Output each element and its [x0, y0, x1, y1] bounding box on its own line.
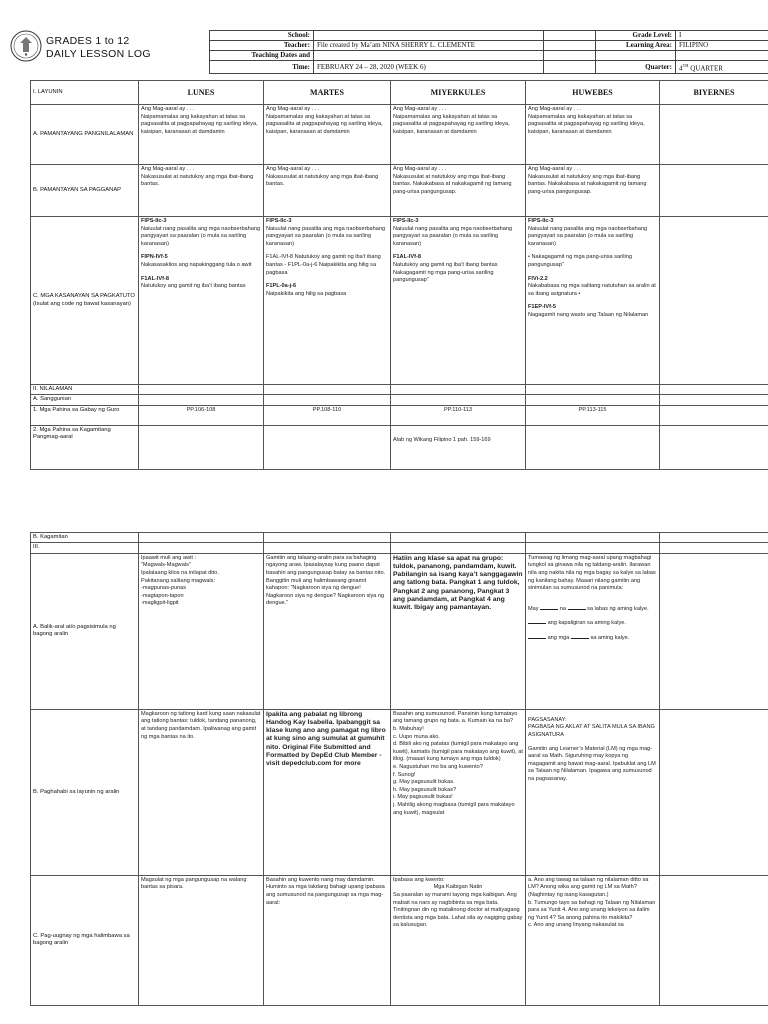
- cell-bc-mon: Magsulat ng mga pangungusap na walang bantas sa pisara.: [139, 875, 264, 1005]
- row-pamantayan-sa-pagganap: [31, 165, 768, 217]
- row-kagamitan: [31, 533, 768, 543]
- cell-bb-tue: Ipakita ang pabalat ng librong Handog Kay Isabella. Ipabanggit sa klase kung ano ang pamagat ng libro at kung sino ang sumulat at gumuhit nito. Original File Submitted and Formatted by DepEd Club Member - visit depedclub.com for more: [264, 709, 391, 875]
- cell-b-wed: Ang Mag-aaral ay . . . Nakasusulat at natutukoy ang mga ibat-ibang bantas. Nakakabasa at nakakagamit ng tamang pang-urisa pangungusap.: [391, 165, 526, 217]
- cell-ba-thu: Tumawag ng limang mag-aaral upang magbahagi tungkol sa ginawa nila ng taldang-aralin. Ilarawan nila ang nakita nila ng mga bagay sa kalye sa labas ng kanilang bahay. Maaari nilang gamitin ang sinimulan sa sumusunod na panimula: May na sa labas ng aming kalye. ang kapaligiran sa aming kalye. ang mga sa aming kalye.: [526, 553, 660, 709]
- cell-pages-wed: PP.110-113: [391, 405, 526, 425]
- cell-c-thu: FIPS-IIc-3 Naiuulat nang pasalita ang mga naobserbahang pangyayari sa paaralan (o mula sa sariling karanasan) • Nakagagamit ng mga pang-urisa sariling pangungusap” FIVi-2.2 Nakababasa ng mga salitang natutuhan sa aralin at sa ibang asignatura • F1EP-IVf-5 Nagagamit nang wasto ang Talaan ng Nilalaman: [526, 217, 660, 385]
- cell-pages-tue: PP.108-110: [264, 405, 391, 425]
- doc-title-grades: GRADES 1 to 12: [46, 35, 130, 47]
- cell-c-mon: FIPS-IIc-3 Naiuulat nang pasalita ang mga naobserbahang pangyayari sa paaralan (o mula sa sariling karanasan) FIPN-IVf-5 Nakasasakilos ang napakinggang tula o awit F1AL-IVf-8 Natutukoy ang gamit ng iba’t ibang bantas: [139, 217, 264, 385]
- row-sanggunian: [31, 395, 768, 405]
- label-iii: III.: [31, 543, 139, 553]
- teacher-label: Teacher:: [210, 41, 314, 51]
- grade-label: Grade Level:: [596, 31, 676, 41]
- day-miyerkules: MIYERKULES: [391, 81, 526, 105]
- school-value: [314, 31, 544, 41]
- section-layunin: I. LAYUNIN: [31, 81, 139, 105]
- cell-ba-wed: Hatiin ang klase sa apat na grupo: tuldok, pananong, pandamdam, kuwit. Pabilangin sa isang kaya’t sanggagawin ang tatlong bata. Pangkat 1 ang tuldok, Pangkat 2 ang pananong, Pangkat 3 ang pandamdam, at Pangkat 4 ang kuwit. Ibigay ang pamantayan.: [391, 553, 526, 709]
- cell-b-thu: Ang Mag-aaral ay . . . Nakasusulat at natutukoy ang mga ibat-ibang bantas. Nakakabasa at nakakagamit ng tamang pang-urisa pangungusap.: [526, 165, 660, 217]
- label-sanggunian: A. Sanggunian: [31, 395, 139, 405]
- dates-value: FEBRUARY 24 – 28, 2020 (WEEK 6): [314, 61, 544, 74]
- teacher-value: File created by Ma’am NINA SHERRY L. CLEMENTE: [314, 41, 544, 51]
- quarter-label: Quarter:: [596, 61, 676, 74]
- label-paghahabi: B. Paghahabi sa layunin ng aralin: [31, 709, 139, 875]
- layunin-table: [30, 80, 768, 470]
- day-biyernes: BIYERNES: [660, 81, 768, 105]
- dates-label-1: Teaching Dates and: [210, 51, 314, 61]
- cell-ba-mon: Ipaawit muli ang awit : “Magwals-Magwals” Ipalalaang kilos na inilapat dito. Pakitanang salitang magwals: -magpunas-punas -magtapon-tapon -magligpit-ligpit: [139, 553, 264, 709]
- cell-c-wed: FIPS-IIc-3 Naiuulat nang pasalita ang mga naobserbahang pangyayari sa paaralan (o mula sa sariling karanasan) F1AL-IVf-8 Natutukoy ang gamit ng iba’t ibang bantas Nakagagamit ng mga pang-urisa sariling pangungusap”: [391, 217, 526, 385]
- cell-b-tue: Ang Mag-aaral ay . . . Nakasusulat at natutukoy ang mga ibat-ibang bantas.: [264, 165, 391, 217]
- day-lunes: LUNES: [139, 81, 264, 105]
- label-nilalaman: II. NILALAMAN: [31, 385, 139, 395]
- row-balik-aral: [31, 553, 768, 709]
- row-nilalaman: [31, 385, 768, 395]
- cell-b-fri: [660, 165, 768, 217]
- row-kagamitang-pangmag-aaral: [31, 425, 768, 469]
- label-pag-uugnay: C. Pag-uugnay ng mga halimbawa sa bagong aralin: [31, 875, 139, 1005]
- school-label: School:: [210, 31, 314, 41]
- pamamaraan-table: [30, 532, 768, 1006]
- cell-a-tue: Ang Mag-aaral ay . . . Naipamamalas ang kakayahan at tatas sa pagsasalita at pagpapahayag ng sariling ideya, kaisipan, karanasan at damdamin: [264, 105, 391, 165]
- row-kasanayan: [31, 217, 768, 385]
- label-kasanayan: C. MGA KASANAYAN SA PAGKATUTO (Isulat ang code ng bawat kasanayan): [31, 217, 139, 385]
- area-value: FILIPINO: [676, 41, 768, 51]
- cell-bc-thu: a. Ano ang tawag sa talaan ng nilalaman ditto sa LM? Anong wika ang gamit ng LM sa Math? (Naghintay ng isang kasagutan.) b. Tumungo tayo sa bahagi ng Talaan ng Nilalaman para sa Yunit 4. Ano ang unang leksiyon sa ilalim ng Yunit 4? Sa anong pahina ito makikita? c. Ano ang unang linyang nakasulat sa: [526, 875, 660, 1005]
- quarter-value: 4TH QUARTER: [676, 61, 768, 74]
- header-info-table: [209, 30, 768, 74]
- area-label: Learning Area:: [596, 41, 676, 51]
- doc-title-dll: DAILY LESSON LOG: [46, 48, 151, 60]
- day-martes: MARTES: [264, 81, 391, 105]
- row-pag-uugnay: [31, 875, 768, 1005]
- cell-a-mon: Ang Mag-aaral ay . . . Naipamamalas ang kakayahan at tatas sa pagsasalita at pagpapahayag ng sariling ideya, kaisipan, karanasan at damdamin: [139, 105, 264, 165]
- row-pamantayang-pangnilalaman: [31, 105, 768, 165]
- row-gabay-ng-guro: [31, 405, 768, 425]
- cell-bc-wed: Ipabasa ang kwento: Mga Kaibigan Natin Sa paaralan ay marami tayong mga kaibigan. Ang mabait na nars ay nagbibinta sa mga bata. Tinitingnan din ng matalinong doctor at matiyagang dentista ang mga bata. Lahat sila ay nagiging gabay sa kalusugan.: [391, 875, 526, 1005]
- label-balik-aral: A. Balik-aral at/o pagsisimula ng bagong aralin: [31, 553, 139, 709]
- cell-b-mon: Ang Mag-aaral ay . . . Nakasusulat at natutukoy ang mga ibat-ibang bantas.: [139, 165, 264, 217]
- day-header-row: [31, 81, 768, 105]
- cell-lm-wed: Alab ng Wikang Filipino 1 pah. 159-169: [391, 425, 526, 469]
- cell-bb-mon: Magkaroon ng tatlong kard kung saan nakasulat ang tatlong bantas: tuldok, tandang pananong, at tandang pandamdam. Ipaliwanag ang gamit ng mga bantas na ito.: [139, 709, 264, 875]
- row-paghahabi: [31, 709, 768, 875]
- cell-bb-thu: PAGSASANAY: PAGBASA NG AKLAT AT SALITA MULA SA IBANG ASIGNATURA Gamitin ang Learner’s Material (LM) ng mga mag-aaral sa Math. Siguruhing may kopya ng magagamit ang bawat mag-aaral. Ipabuklat ang LM sa Talaan ng Nilalaman. Ipagawa ang sumusunod na pagsasanay.: [526, 709, 660, 875]
- cell-bc-tue: Basahin ang kuwento nang may damdamin. Huminto sa mga takdang bahagi upang ipabasa ang sumusunod na pangungusap sa mga mag-aaral:: [264, 875, 391, 1005]
- cell-c-fri: [660, 217, 768, 385]
- day-huwebes: HUWEBES: [526, 81, 660, 105]
- label-gabay-ng-guro: 1. Mga Pahina sa Gabay ng Guro: [31, 405, 139, 425]
- cell-a-fri: [660, 105, 768, 165]
- dates-label-2: Time:: [210, 61, 314, 74]
- row-iii: [31, 543, 768, 553]
- grade-value: I: [676, 31, 768, 41]
- cell-c-tue: FIPS-IIc-3 Naiuulat nang pasalita ang mga naobserbahang pangyayari sa paaralan (o mula sa sariling karanasan) F1AL-IVf-8 Natutukoy ang gamit ng iba’t ibang bantas - F1PL-0a-j-6 Naipakikita ang hilig sa pagbasa F1PL-0a-j-6 Naipakikita ang hilig sa pagbasa: [264, 217, 391, 385]
- label-pamantayang-pangnilalaman: A. PAMANTAYANG PANGNILALAMAN: [31, 105, 139, 165]
- label-pamantayan-sa-pagganap: B. PAMANTAYAN SA PAGGANAP: [31, 165, 139, 217]
- cell-ba-tue: Gamitin ang talaang-aralin para sa bahaging ngayong araw. Ipasalaysay kung paano dapat basahin ang pangungusap batay sa bantas nito. Banggitin muli ang halimbawang ginamit kahapon: “Nagkaroon siya ng dengue! Nagkaroon siya ng dengue? Nagkaroon siya ng dengue.”: [264, 553, 391, 709]
- cell-bb-fri: [660, 709, 768, 875]
- cell-bc-fri: [660, 875, 768, 1005]
- cell-bb-wed: Basahin ang sumusunod. Pansinin kung tumatayo ang tamang grupo ng bata. a. Kumain ka na ba? b. Mabuhay! c. Uupo muna ako. d. Bibili ako ng patatas (tumigil para makatayo ang kuwit), kamatis (tumigil para makatayo ang kuwit), at itlog. (maaari kung tumayo ang mga tuldok) e. Nagustuhan mo ba ang kuwento? f. Sunog! g. May pagsusulit bukas. h. May pagsusulit bukas? i. May pagsusulit bukas! j. Mahilig akong magbasa (tumigil para makatayo ang kuwit), magsulat: [391, 709, 526, 875]
- deped-seal-icon: [10, 30, 42, 62]
- cell-a-thu: Ang Mag-aaral ay . . . Naipamamalas ang kakayahan at tatas sa pagsasalita at pagpapahayag ng sariling ideya, kaisipan, karanasan at damdamin: [526, 105, 660, 165]
- cell-pages-thu: PP.113-115: [526, 405, 660, 425]
- label-kagamitan: B. Kagamitan: [31, 533, 139, 543]
- cell-pages-mon: PP.106-108: [139, 405, 264, 425]
- label-kagamitang-pangmag-aaral: 2. Mga Pahina sa Kagamitang Pangmag-aaral: [31, 425, 139, 469]
- cell-ba-fri: [660, 553, 768, 709]
- cell-a-wed: Ang Mag-aaral ay . . . Naipamamalas ang kakayahan at tatas sa pagsasalita at pagpapahayag ng sariling ideya, kaisipan, karanasan at damdamin: [391, 105, 526, 165]
